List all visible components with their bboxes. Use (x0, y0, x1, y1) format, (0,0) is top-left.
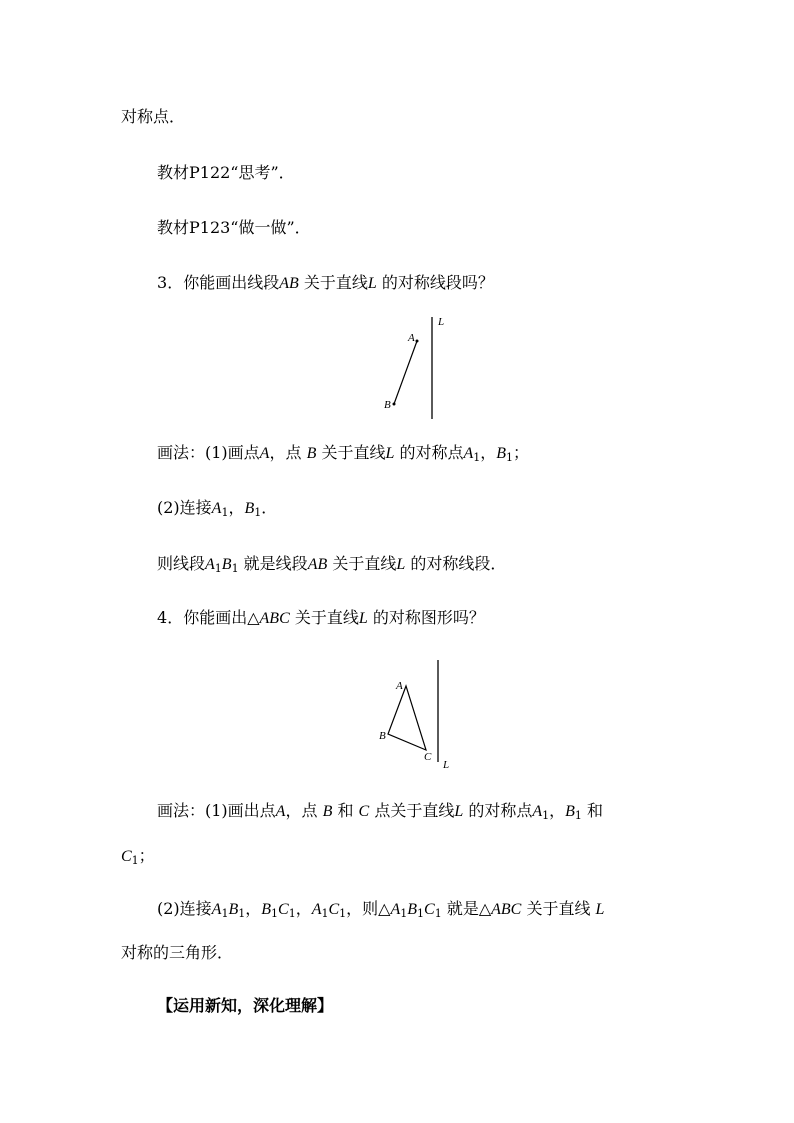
math: B (496, 445, 507, 462)
math: A (390, 901, 401, 918)
label-a: A (396, 680, 403, 692)
text: 和 (587, 801, 604, 820)
text: (2)连接 (157, 498, 212, 517)
subscript: 1 (214, 562, 222, 575)
text-line: 对称的三角形． (121, 943, 234, 962)
math: B (228, 901, 239, 918)
text: ， (480, 443, 497, 462)
math: B (244, 500, 255, 517)
text: ； (513, 443, 530, 462)
math: C (328, 901, 340, 918)
question-3 (157, 273, 494, 294)
method-3-conclusion (157, 554, 506, 575)
text: 关于直线 (294, 608, 359, 627)
label-l: L (438, 316, 445, 328)
method-4-step-2 (157, 899, 604, 920)
separator: ． (167, 608, 184, 627)
math: AB (279, 275, 299, 292)
text: 的对称图形吗？ (372, 608, 485, 627)
math: A (311, 901, 322, 918)
math: B (322, 803, 333, 820)
section-heading: 【运用新知，深化理解】 (157, 996, 334, 1015)
text-line: 教材P122“思考”． (157, 163, 295, 182)
math: B (407, 901, 418, 918)
subscript: 1 (271, 907, 279, 920)
label-b: B (379, 730, 386, 742)
text: 就是线段 (243, 554, 308, 573)
text: 则线段 (157, 554, 206, 573)
text: 的对称点 (399, 443, 464, 462)
text: ． (261, 498, 278, 517)
math: A (211, 500, 222, 517)
text: 关于直线 (526, 899, 591, 918)
math: B (261, 901, 272, 918)
math: C (278, 901, 289, 918)
subscript: 1 (400, 907, 408, 920)
subscript: 1 (321, 907, 329, 920)
label-a: A (408, 332, 415, 344)
figure-segment-ab (375, 310, 455, 425)
math: L (454, 803, 464, 820)
subscript: 1 (238, 907, 246, 920)
text-line: 教材P123“做一做”． (157, 218, 311, 237)
text: 点关于直线 (374, 801, 455, 820)
subscript: 1 (434, 907, 442, 920)
method-4-step-1 (157, 801, 603, 822)
label-b: B (384, 399, 391, 411)
text: ， (245, 899, 262, 918)
math: B (221, 556, 232, 573)
subscript: 1 (221, 506, 229, 519)
method-3-step-2 (157, 498, 277, 519)
math: A (532, 803, 543, 820)
subscript: 1 (231, 562, 239, 575)
math: ABC (259, 610, 290, 627)
text: 你能画出线段 (183, 273, 280, 292)
subscript: 1 (339, 907, 347, 920)
math: ABC (491, 901, 522, 918)
subscript: 1 (254, 506, 262, 519)
text: ，则△ (346, 899, 391, 918)
text: 画法：(1)画点 (157, 443, 260, 462)
label-l: L (443, 759, 450, 771)
question-number: 3 (157, 273, 168, 292)
method-4-step-1-cont (121, 846, 155, 867)
math: A (463, 445, 474, 462)
text: ，点 (269, 443, 302, 462)
text: 的对称线段吗？ (381, 273, 494, 292)
math: C (358, 803, 370, 820)
subscript: 1 (574, 809, 582, 822)
text: 的对称线段． (410, 554, 507, 573)
math: L (595, 901, 605, 918)
math: A (211, 901, 222, 918)
subscript: 1 (506, 451, 514, 464)
text: ，点 (285, 801, 318, 820)
text: ， (295, 899, 312, 918)
text: 和 (337, 801, 354, 820)
math: B (306, 445, 317, 462)
subscript: 1 (288, 907, 296, 920)
math: C (424, 901, 435, 918)
subscript: 1 (473, 451, 481, 464)
text: 关于直线 (332, 554, 397, 573)
text: 画法：(1)画出点 (157, 801, 276, 820)
math: L (396, 556, 406, 573)
text-line: 对称点． (121, 107, 186, 126)
text: 你能画出△ (183, 608, 260, 627)
text: 关于直线 (321, 443, 386, 462)
text: (2)连接 (157, 899, 212, 918)
triangle-abc (388, 686, 426, 750)
label-c: C (424, 751, 432, 763)
method-3-step-1 (157, 443, 529, 464)
math: B (565, 803, 575, 820)
math: AB (307, 556, 328, 573)
math: L (367, 275, 377, 292)
point-b (393, 403, 396, 406)
figure-triangle-abc (370, 655, 460, 775)
subscript: 1 (542, 809, 550, 822)
text: 就是△ (446, 899, 492, 918)
text: 的对称点 (468, 801, 533, 820)
text: ； (138, 846, 155, 865)
math: A (259, 445, 270, 462)
point-a (416, 340, 419, 343)
segment-ab (394, 341, 417, 404)
math: L (385, 445, 395, 462)
subscript: 1 (417, 907, 425, 920)
text: ， (549, 801, 566, 820)
text: 关于直线 (303, 273, 368, 292)
math: L (358, 610, 368, 627)
math: A (275, 803, 286, 820)
math: C (121, 848, 132, 865)
subscript: 1 (221, 907, 229, 920)
math: A (205, 556, 215, 573)
question-number: 4 (157, 608, 168, 627)
subscript: 1 (131, 854, 139, 867)
text: ， (228, 498, 245, 517)
separator: ． (167, 273, 184, 292)
question-4 (157, 608, 485, 629)
